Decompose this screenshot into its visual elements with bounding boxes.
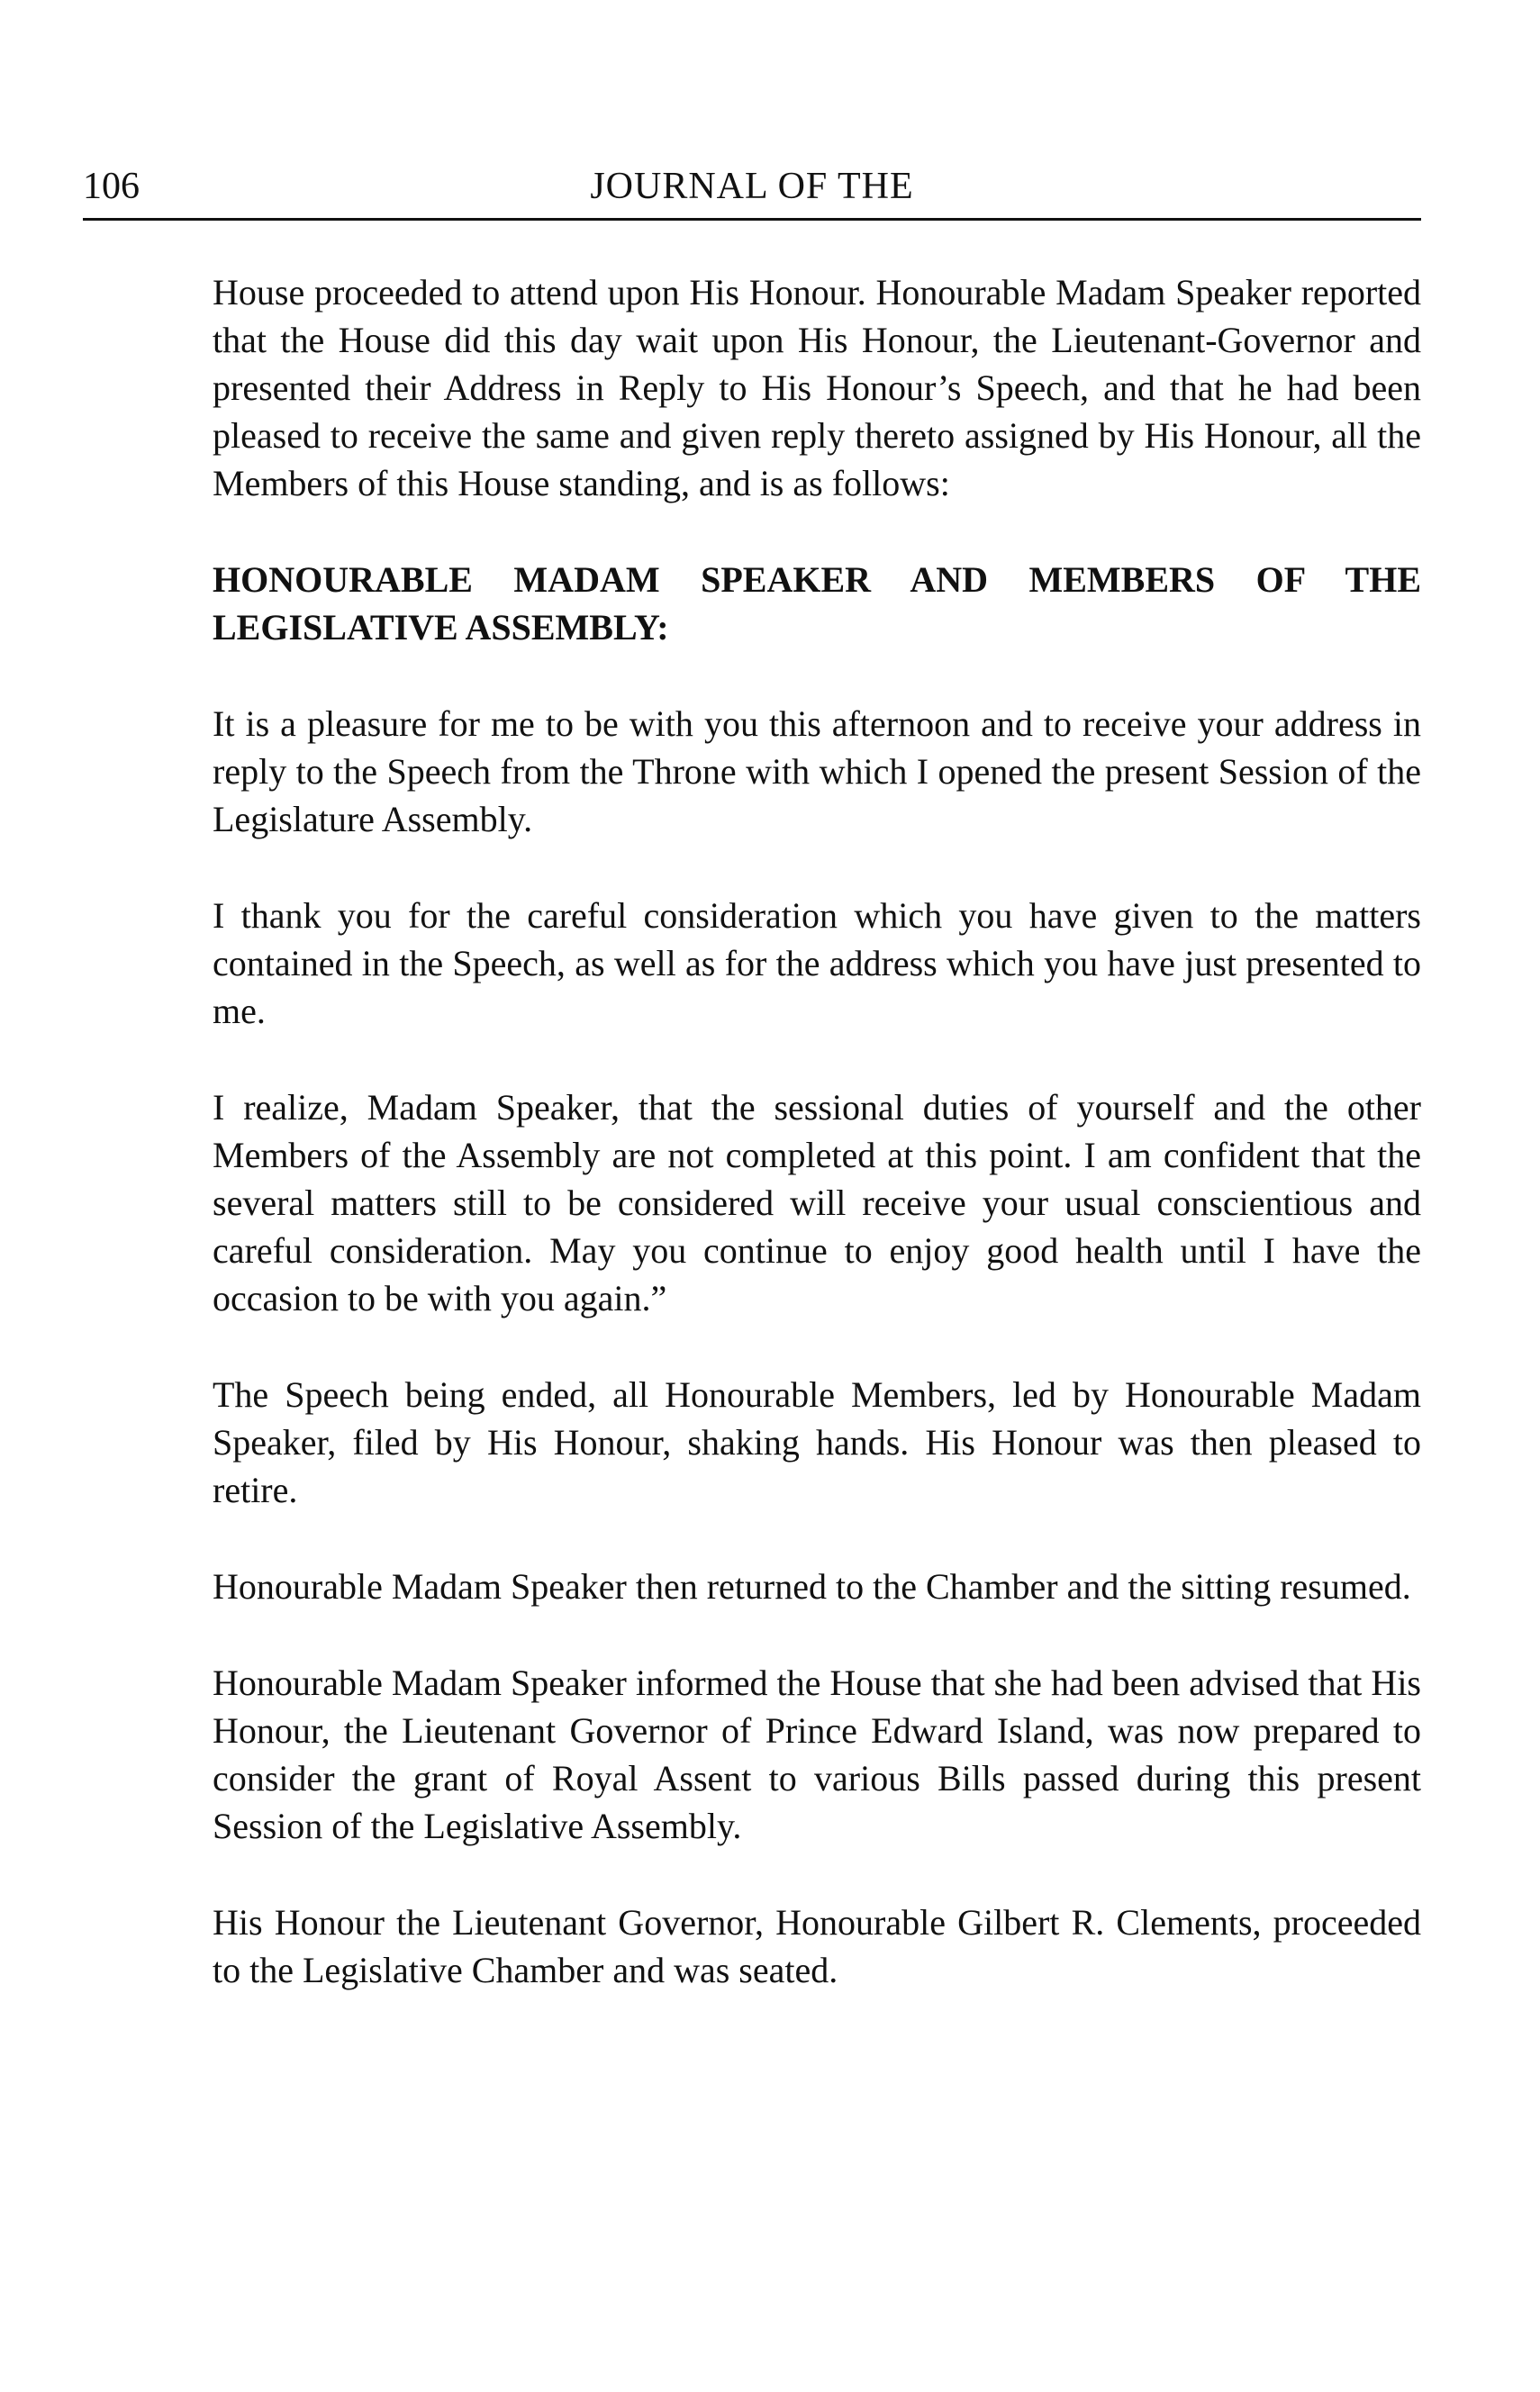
- running-title: JOURNAL OF THE: [590, 166, 914, 207]
- paragraph-sitting-resumed: Honourable Madam Speaker then returned to the Chamber and the sitting resumed.: [213, 1566, 1411, 1607]
- paragraph-speech-ended: The Speech being ended, all Honourable Members, led by Honourable Madam Speaker, filed by His Honour, shaking hands. His Honour was then pleased to retire.: [213, 1374, 1421, 1510]
- paragraph-thank-you: I thank you for the careful consideration which you have given to the matters contained in the Speech, as well as for the address which you have just presented to me.: [213, 895, 1421, 1031]
- paragraph-pleasure: It is a pleasure for me to be with you this afternoon and to receive your address in reply to the Speech from the Throne with which I opened the present Session of the Legislature Assembly.: [213, 703, 1421, 839]
- paragraph-lieutenant-governor: His Honour the Lieutenant Governor, Honourable Gilbert R. Clements, proceeded to the Legislative Chamber and was seated.: [213, 1902, 1421, 1990]
- paragraph-royal-assent: Honourable Madam Speaker informed the House that she had been advised that His Honour, the Lieutenant Governor of Prince Edward Island, was now prepared to consider the grant of Royal Assent to various Bills passed during this present Session of the Legislative Assembly.: [213, 1663, 1421, 1846]
- running-header: [83, 164, 1421, 221]
- address-heading: HONOURABLE MADAM SPEAKER AND MEMBERS OF THE LEGISLATIVE ASSEMBLY:: [213, 559, 1421, 648]
- paragraph-house-proceeded: House proceeded to attend upon His Honour. Honourable Madam Speaker reported that the House did this day wait upon His Honour, the Lieutenant-Governor and presented their Address in Reply to His Honour’s Speech, and that he had been pleased to receive the same and given reply thereto assigned by His Honour, all the Members of this House standing, and is as follows:: [213, 272, 1421, 503]
- page-number: 106: [83, 166, 140, 207]
- paragraph-sessional-duties: I realize, Madam Speaker, that the sessional duties of yourself and the other Members of the Assembly are not completed at this point. I am confident that the several matters still to be considered will receive your usual conscientious and careful consideration. May you continue to enjoy good health until I have the occasion to be with you again.”: [213, 1087, 1421, 1318]
- page-body: [213, 268, 1421, 2043]
